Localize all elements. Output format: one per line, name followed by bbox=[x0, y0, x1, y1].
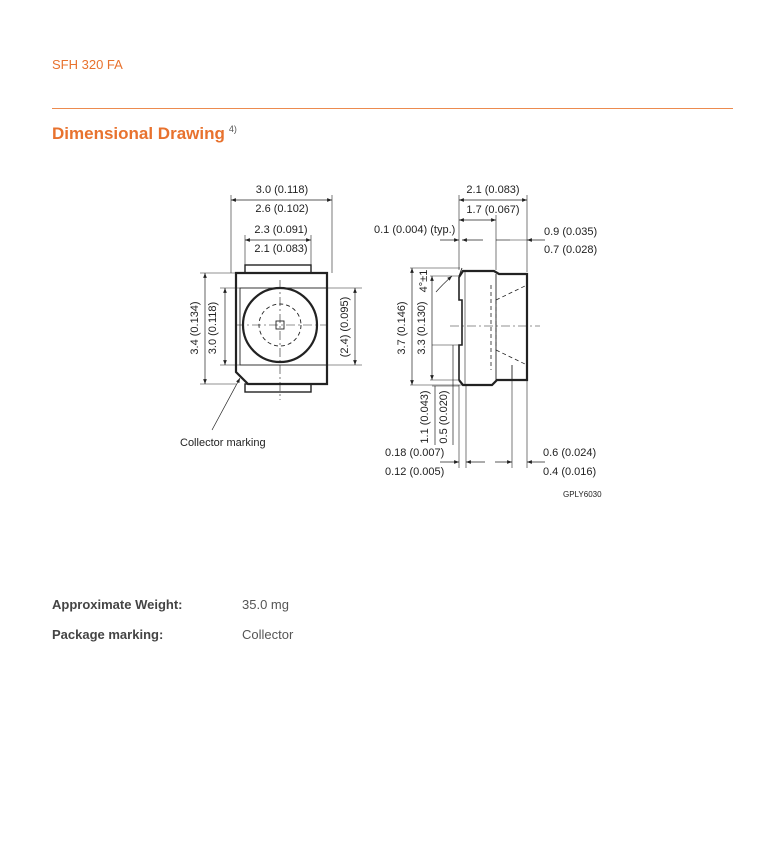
package-marking-label: Package marking: bbox=[52, 627, 164, 642]
dim-front-inner-min: 2.1 (0.083) bbox=[254, 243, 308, 255]
package-marking-value: Collector bbox=[242, 627, 294, 642]
dim-front-width-min: 2.6 (0.102) bbox=[255, 203, 309, 215]
dim-side-gap: 0.1 (0.004) (typ.) bbox=[374, 224, 456, 236]
front-body bbox=[236, 273, 327, 384]
dim-side-bottom-right-max: 0.6 (0.024) bbox=[543, 447, 597, 459]
dim-front-inner-max: 2.3 (0.091) bbox=[254, 224, 308, 236]
weight-label: Approximate Weight: bbox=[52, 597, 183, 612]
front-bottom-tab bbox=[245, 384, 311, 392]
dim-side-right-max: 0.9 (0.035) bbox=[544, 226, 598, 238]
side-body bbox=[459, 271, 527, 385]
front-top-tab bbox=[245, 265, 311, 273]
section-footnote: 4) bbox=[228, 124, 237, 135]
dim-side-right-min: 0.7 (0.028) bbox=[544, 244, 598, 256]
dim-front-width-max: 3.0 (0.118) bbox=[255, 184, 309, 196]
dim-side-lead-min: 0.5 (0.020) bbox=[438, 390, 450, 444]
section-title-text: Dimensional Drawing bbox=[52, 124, 225, 143]
dim-side-lead-max: 1.1 (0.043) bbox=[419, 390, 431, 444]
dim-side-height-max: 3.7 (0.146) bbox=[396, 301, 408, 355]
dim-side-top-max: 2.1 (0.083) bbox=[466, 184, 520, 196]
part-number-header: SFH 320 FA bbox=[52, 57, 123, 72]
dim-side-angle: 4°±1 bbox=[418, 269, 430, 293]
dim-front-height-ref: (2.4) (0.095) bbox=[339, 296, 351, 358]
dim-front-height-max: 3.4 (0.134) bbox=[189, 301, 201, 355]
side-labels bbox=[374, 184, 602, 499]
dim-side-bottom-left-max: 0.18 (0.007) bbox=[385, 447, 445, 459]
collector-marking-label: Collector marking bbox=[180, 437, 266, 449]
dim-side-bottom-left-min: 0.12 (0.005) bbox=[385, 466, 445, 478]
dim-side-height-min: 3.3 (0.130) bbox=[416, 301, 428, 355]
dim-side-top-min: 1.7 (0.067) bbox=[466, 204, 520, 216]
dim-front-height-min: 3.0 (0.118) bbox=[207, 301, 219, 355]
front-labels bbox=[180, 184, 351, 449]
weight-value: 35.0 mg bbox=[242, 597, 289, 612]
dim-side-bottom-right-min: 0.4 (0.016) bbox=[543, 466, 597, 478]
drawing-code: GPLY6030 bbox=[563, 490, 602, 499]
side-lead-edge bbox=[459, 277, 462, 380]
